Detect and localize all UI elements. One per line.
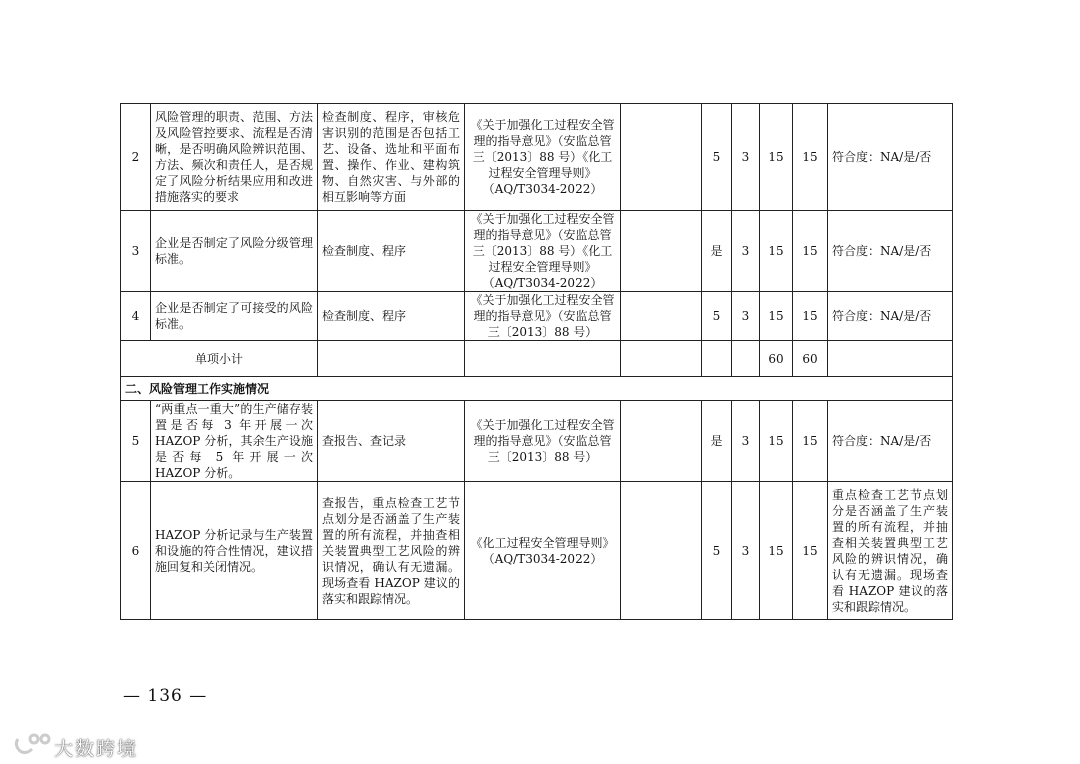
page-number: — 136 — xyxy=(123,686,208,706)
col-b: 3 xyxy=(732,104,760,211)
check-method: 检查制度、程序 xyxy=(318,211,465,292)
col-d: 15 xyxy=(793,482,828,620)
col-b: 3 xyxy=(732,211,760,292)
check-method: 查报告，重点检查工艺节点划分是否涵盖了生产装置的所有流程，并抽查相关装置典型工艺风险的辨识情况，确认有无遗漏。现场查看 HAZOP 建议的落实和跟踪情况。 xyxy=(318,482,465,620)
compliance-note: 符合度：NA/是/否 xyxy=(828,104,953,211)
col-c: 15 xyxy=(760,211,793,292)
row-number: 3 xyxy=(121,211,151,292)
table-row xyxy=(121,482,953,620)
col-d: 15 xyxy=(793,401,828,482)
col-d: 15 xyxy=(793,211,828,292)
col-b: 3 xyxy=(732,292,760,341)
subtotal-d: 60 xyxy=(793,341,828,377)
compliance-note: 符合度：NA/是/否 xyxy=(828,401,953,482)
col-a: 是 xyxy=(702,401,732,482)
blank-cell xyxy=(621,482,702,620)
col-a: 是 xyxy=(702,211,732,292)
basis: 《关于加强化工过程安全管理的指导意见》（安监总管三〔2013〕88 号） xyxy=(465,292,621,341)
col-b: 3 xyxy=(732,401,760,482)
check-item: 企业是否制定了风险分级管理标准。 xyxy=(151,211,318,292)
table-row xyxy=(121,104,953,211)
blank-cell xyxy=(621,104,702,211)
blank-cell xyxy=(621,211,702,292)
basis: 《关于加强化工过程安全管理的指导意见》（安监总管三〔2013〕88 号）《化工过程安全管理导则》（AQ/T3034-2022） xyxy=(465,211,621,292)
watermark-text: 大数跨境 xyxy=(54,738,139,760)
check-method: 检查制度、程序，审核危害识别的范围是否包括工艺、设备、选址和平面布置、操作、作业、建构筑物、自然灾害、与外部的相互影响等方面 xyxy=(318,104,465,211)
blank-cell xyxy=(621,292,702,341)
col-c: 15 xyxy=(760,401,793,482)
table-row xyxy=(121,211,953,292)
check-item: “两重点一重大”的生产储存装置是否每 3 年开展一次 HAZOP 分析，其余生产设施是否每 5 年开展一次 HAZOP 分析。 xyxy=(151,401,318,482)
check-item: 风险管理的职责、范围、方法及风险管控要求、流程是否清晰，是否明确风险辨识范围、方法、频次和责任人，是否规定了风险分析结果应用和改进措施落实的要求 xyxy=(151,104,318,211)
col-b: 3 xyxy=(732,482,760,620)
compliance-note: 符合度：NA/是/否 xyxy=(828,211,953,292)
basis: 《化工过程安全管理导则》（AQ/T3034-2022） xyxy=(465,482,621,620)
table-row xyxy=(121,401,953,482)
col-c: 15 xyxy=(760,482,793,620)
subtotal-row xyxy=(121,341,953,377)
row-number: 2 xyxy=(121,104,151,211)
col-d: 15 xyxy=(793,104,828,211)
compliance-note: 符合度：NA/是/否 xyxy=(828,292,953,341)
col-c: 15 xyxy=(760,292,793,341)
section-row xyxy=(121,377,953,401)
basis: 《关于加强化工过程安全管理的指导意见》（安监总管三〔2013〕88 号） xyxy=(465,401,621,482)
table-row xyxy=(121,292,953,341)
col-a: 5 xyxy=(702,292,732,341)
col-a: 5 xyxy=(702,482,732,620)
check-item: 企业是否制定了可接受的风险标准。 xyxy=(151,292,318,341)
blank-cell xyxy=(621,401,702,482)
inspection-table xyxy=(120,103,953,620)
row-number: 4 xyxy=(121,292,151,341)
row-number: 5 xyxy=(121,401,151,482)
compliance-note: 重点检查工艺节点划分是否涵盖了生产装置的所有流程，并抽查相关装置典型工艺风险的辨识情况，确认有无遗漏。现场查看 HAZOP 建议的落实和跟踪情况。 xyxy=(828,482,953,620)
subtotal-c: 60 xyxy=(760,341,793,377)
check-method: 查报告、查记录 xyxy=(318,401,465,482)
check-item: HAZOP 分析记录与生产装置和设施的符合性情况，建议措施回复和关闭情况。 xyxy=(151,482,318,620)
row-number: 6 xyxy=(121,482,151,620)
col-c: 15 xyxy=(760,104,793,211)
subtotal-label: 单项小计 xyxy=(121,341,318,377)
check-method: 检查制度、程序 xyxy=(318,292,465,341)
basis: 《关于加强化工过程安全管理的指导意见》（安监总管三〔2013〕88 号）《化工过程安全管理导则》（AQ/T3034-2022） xyxy=(465,104,621,211)
col-a: 5 xyxy=(702,104,732,211)
section-heading: 二、风险管理工作实施情况 xyxy=(121,377,953,401)
col-d: 15 xyxy=(793,292,828,341)
